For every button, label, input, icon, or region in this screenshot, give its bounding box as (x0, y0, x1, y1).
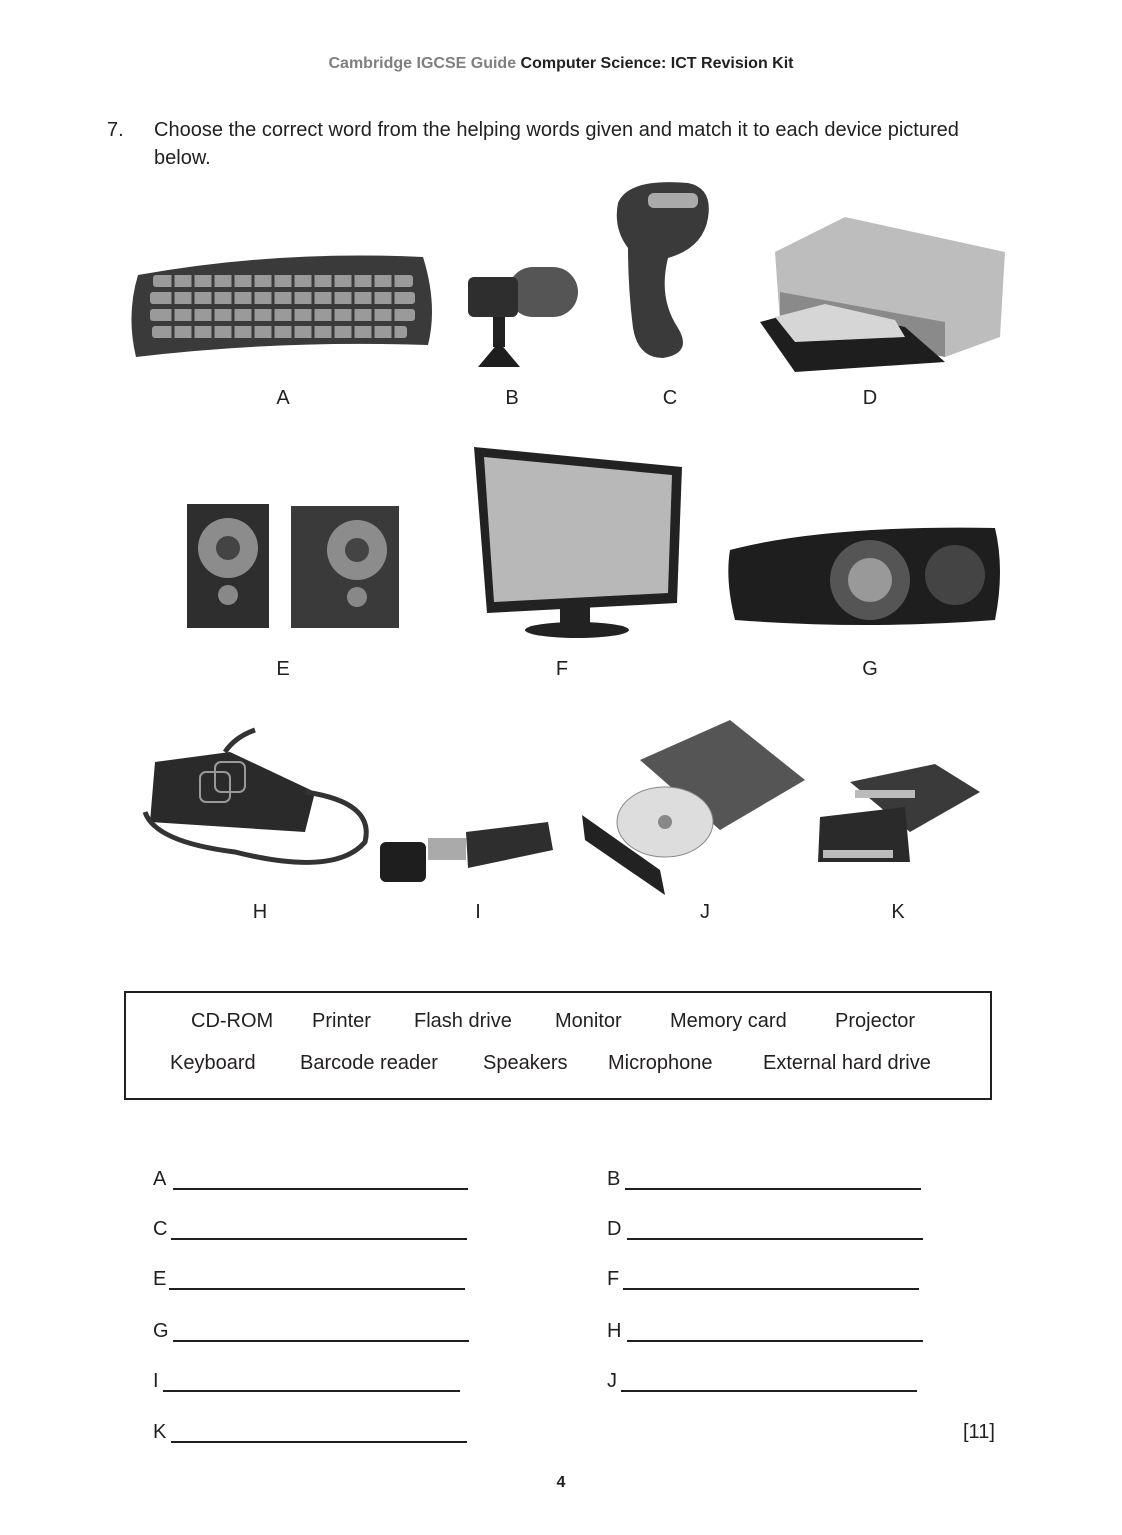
question-text: Choose the correct word from the helping words given and match it to each device pictured below. (154, 119, 959, 169)
page-number: 4 (556, 1474, 566, 1491)
helping-word: Barcode reader (300, 1052, 438, 1074)
marks: [11] (963, 1421, 995, 1443)
projector-image (725, 520, 1005, 630)
device-label-k: K (891, 901, 905, 923)
helping-word: Keyboard (170, 1052, 256, 1074)
series-name: Cambridge IGCSE Guide (328, 55, 517, 72)
monitor-image (472, 445, 690, 640)
answer-c[interactable]: C (153, 1218, 473, 1242)
answer-j[interactable]: J (607, 1370, 927, 1394)
helping-word: External hard drive (763, 1052, 931, 1074)
device-label-f: F (555, 658, 569, 680)
keyboard-image (128, 245, 438, 363)
question-number: 7. (107, 119, 124, 141)
device-label-h: H (252, 901, 268, 923)
helping-word: Flash drive (414, 1010, 512, 1032)
answer-f[interactable]: F (607, 1268, 927, 1292)
device-label-c: C (662, 387, 678, 409)
barcode-reader-image (608, 178, 718, 363)
page-header (0, 55, 1122, 73)
flash-drive-image (378, 820, 556, 885)
printer-image (755, 212, 1010, 377)
answer-i[interactable]: I (153, 1370, 473, 1394)
device-label-a: A (276, 387, 290, 409)
helping-word: Memory card (670, 1010, 787, 1032)
helping-word: Printer (312, 1010, 371, 1032)
book-title: Computer Science: ICT Revision Kit (520, 55, 794, 72)
helping-word: CD-ROM (191, 1010, 274, 1032)
memory-card-image (815, 762, 985, 867)
answer-h[interactable]: H (607, 1320, 927, 1344)
device-label-i: I (475, 901, 481, 923)
answer-e[interactable]: E (153, 1268, 473, 1292)
answer-d[interactable]: D (607, 1218, 927, 1242)
answer-g[interactable]: G (153, 1320, 473, 1344)
device-label-e: E (276, 658, 290, 680)
speakers-image (185, 500, 403, 632)
answer-b[interactable]: B (607, 1168, 927, 1192)
helping-word: Microphone (608, 1052, 713, 1074)
answer-k[interactable]: K (153, 1421, 473, 1445)
microphone-image (463, 262, 583, 372)
helping-word: Speakers (483, 1052, 568, 1074)
device-label-d: D (862, 387, 878, 409)
helping-words-box (124, 991, 992, 1100)
helping-word: Projector (835, 1010, 916, 1032)
device-label-g: G (862, 658, 878, 680)
helping-word: Monitor (555, 1010, 622, 1032)
device-label-j: J (700, 901, 710, 923)
device-label-b: B (505, 387, 519, 409)
answer-a[interactable]: A (153, 1168, 473, 1192)
cd-rom-image (580, 720, 810, 895)
external-hard-drive-image (135, 722, 375, 872)
